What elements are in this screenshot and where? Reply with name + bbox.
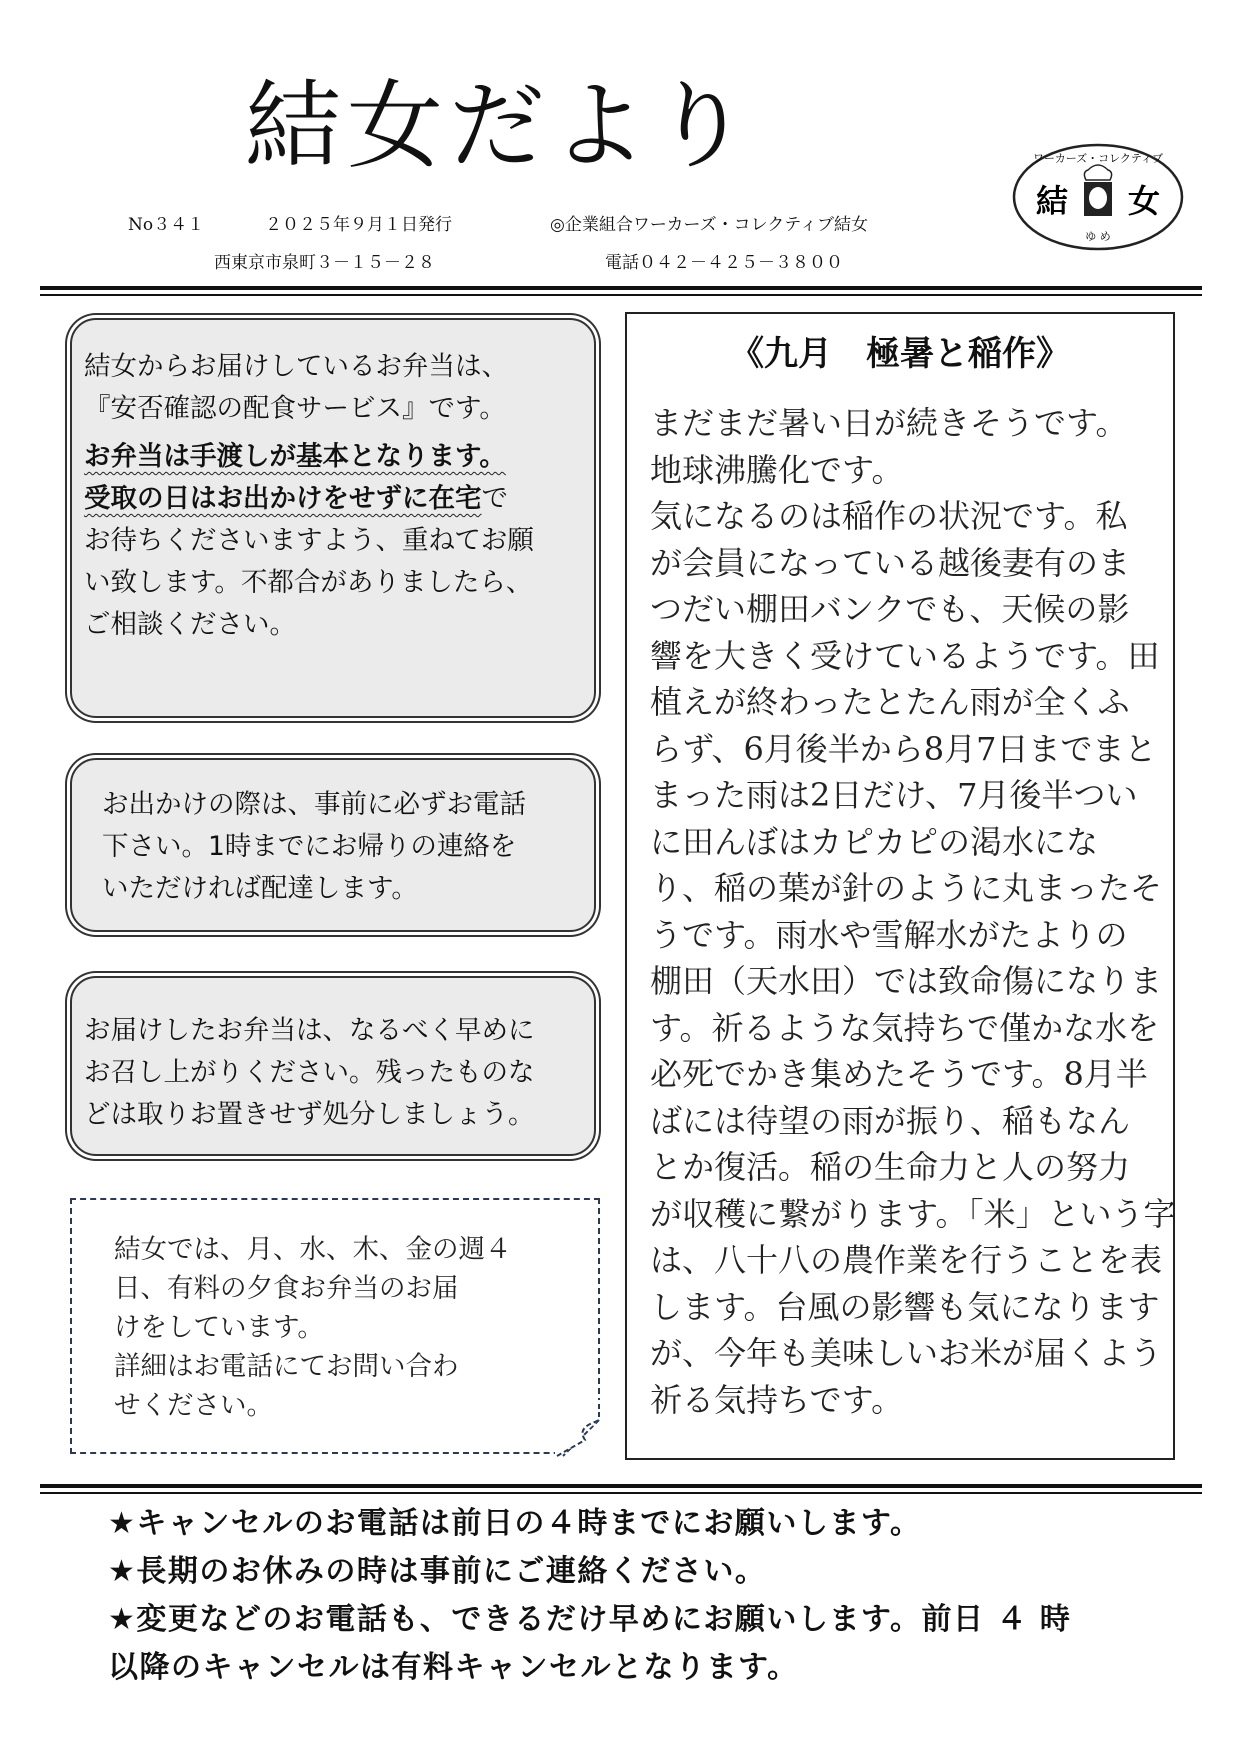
note-line-2: 日、有料の夕食お弁当のお届 [114,1273,459,1304]
footer-notice-changes: ★変更などのお電話も、できるだけ早めにお願いします。前日 ４ 時 [108,1602,1072,1637]
article-line: に田んぼはカピカピの渇水にな [650,822,1099,861]
box1-tail-2: い致します。不都合がありましたら、 [84,567,533,598]
safety-check-notice-box [70,318,596,718]
note-line-3: けをしています。 [114,1312,324,1343]
article-heading: 《九月 極暑と稲作》 [730,334,1070,374]
logo-top-text: ワーカーズ・コレクティブ [1032,152,1164,165]
note-line-5: せください。 [114,1390,273,1421]
box3-line-2: お召し上がりください。残ったものな [84,1057,535,1088]
box3-line-1: お届けしたお弁当は、なるべく早めに [84,1015,535,1046]
box1-emphasis-2: 受取の日はお出かけをせずに在宅 [84,483,482,514]
article-line: が会員になっている越後妻有のま [650,543,1131,582]
box2-line-1: お出かけの際は、事前に必ずお電話 [102,789,526,820]
footer-notices [108,1500,1188,1692]
article-body [650,400,1176,1423]
box1-tail-3: ご相談ください。 [84,609,296,640]
chef-figure-icon [1084,165,1112,216]
note-line-1: 結女では、月、水、木、金の週４ [114,1234,512,1265]
publisher: ◎企業組合ワーカーズ・コレクティブ結女 [550,215,868,235]
note-line-4: 詳細はお電話にてお問い合わ [114,1351,459,1382]
footer-notice-long-absence: ★長期のお休みの時は事前にご連絡ください。 [108,1554,767,1589]
footer-divider [40,1484,1202,1494]
cooperative-logo [1010,140,1186,254]
article-line: 響を大きく受けているようです。田 [650,636,1160,675]
newsletter-title: 結女だより [245,70,755,182]
box2-line-3: いただければ配達します。 [102,873,418,904]
page-curl-icon [555,1400,605,1458]
box1-emphasis-1: お弁当は手渡しが基本となります。 [84,441,506,472]
article-line: 地球沸騰化です。 [650,450,904,489]
logo-left-char: 結 [1035,182,1069,220]
logo-bottom-text: ゆ め [1085,230,1111,243]
article-line: まだまだ暑い日が続きそうです。 [650,404,1128,442]
article-line: り、稲の葉が針のように丸まったそ [650,869,1163,907]
article-line: が、今年も美味しいお米が届くよう [650,1334,1163,1372]
issue-number: No３４１ [128,215,205,235]
issue-date: ２０２５年９月１日発行 [265,215,452,235]
box3-line-3: どは取りお置きせず処分しましょう。 [84,1099,535,1130]
article-line: まった雨は2日だけ、7月後半つい [650,776,1138,814]
box1-line-1: 結女からお届けしているお弁当は、 [84,351,508,382]
logo-right-char: 女 [1127,182,1161,220]
article-line: とか復活。稲の生命力と人の努力 [650,1148,1131,1186]
box2-line-2: 下さい。1時までにお帰りの連絡を [102,831,517,862]
article-line: 気になるのは稲作の状況です。私 [650,497,1128,535]
article-line: うです。雨水や雪解水がたよりの [650,915,1128,954]
article-line: 棚田（天水田）では致命傷になりま [650,962,1163,1000]
box1-line-2: 『安否確認の配食サービス』です。 [84,393,506,424]
article-line: が収穫に繋がります。「米」という字 [650,1194,1176,1233]
phone-number: 電話０４２－４２５－３８００ [605,253,843,273]
box1-emphasis-2-tail: で [481,483,508,514]
dinner-service-note [70,1198,600,1454]
article-line: つだい棚田バンクでも、天候の影 [650,590,1130,628]
eat-early-notice-box [70,976,596,1156]
address: 西東京市泉町３－１５－２８ [214,253,435,273]
article-line: は、八十八の農作業を行うことを表 [650,1241,1163,1279]
header-divider [40,286,1202,296]
article-line: ばには待望の雨が振り、稲もなん [650,1101,1131,1140]
box1-tail-1: お待ちくださいますよう、重ねてお願 [84,525,534,556]
article-line: らず、6月後半から8月7日までまと [650,729,1157,768]
article-line: します。台風の影響も気になります [650,1287,1160,1326]
article-line: 植えが終わったとたん雨が全くふ [650,683,1130,721]
article-line: 祈る気持ちです。 [650,1380,904,1419]
article-line: す。祈るような気持ちで僅かな水を [650,1008,1160,1047]
footer-notice-cancel: ★キャンセルのお電話は前日の４時までにお願いします。 [108,1506,922,1541]
article-line: 必死でかき集めたそうです。8月半 [650,1055,1148,1093]
going-out-notice-box [70,758,596,932]
footer-notice-paid-cancel: 以降のキャンセルは有料キャンセルとなります。 [108,1650,799,1685]
